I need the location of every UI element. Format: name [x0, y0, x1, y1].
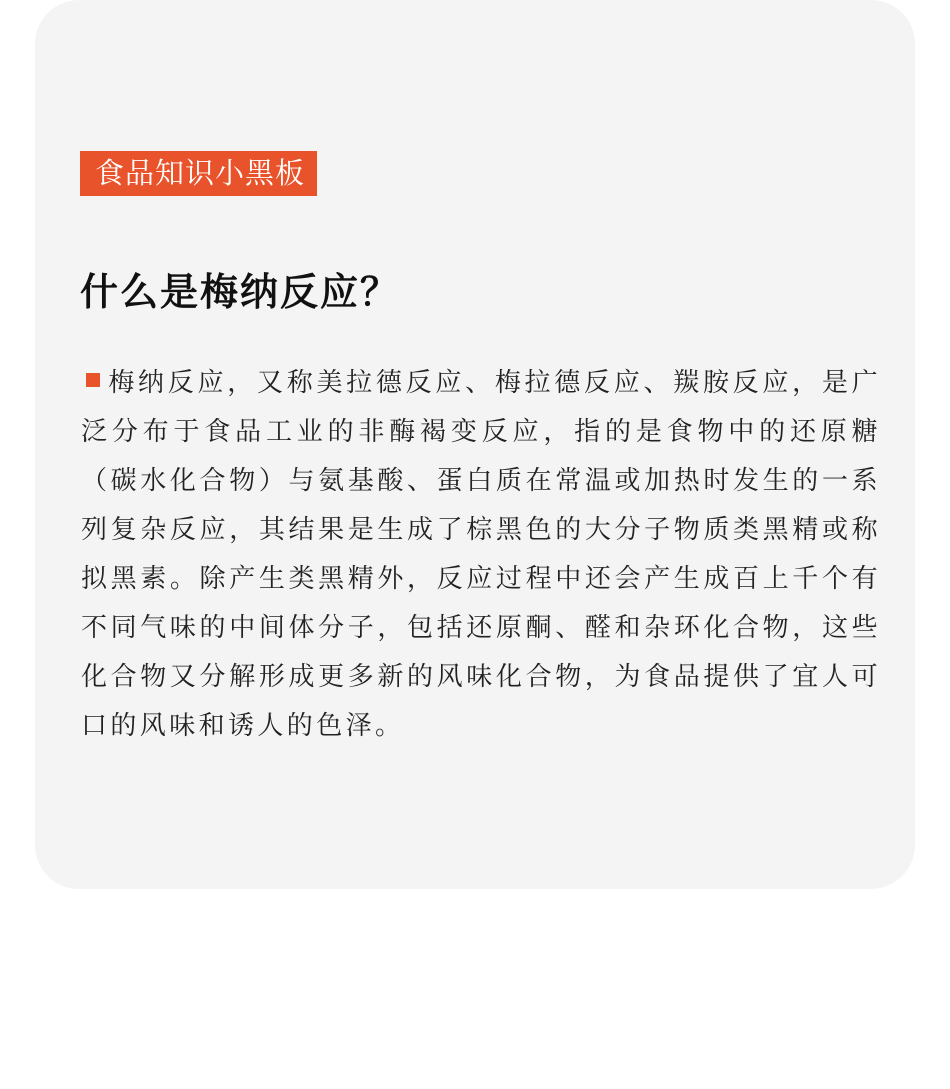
- article-title: 什么是梅纳反应？: [80, 270, 401, 314]
- category-tag: 食品知识小黑板: [80, 151, 317, 196]
- article-paragraph-text: 梅纳反应，又称美拉德反应、梅拉德反应、羰胺反应，是广泛分布于食品工业的非酶褐变反应，指的是食物中的还原糖（碳水化合物）与氨基酸、蛋白质在常温或加热时发生的一系列复杂反应，其结果是生成了棕黑色的大分子物质类黑精或称拟黑素。除产生类黑精外，反应过程中还会产生成百上千个有不同气味的中间体分子，包括还原酮、醛和杂环化合物，这些化合物又分解形成更多新的风味化合物，为食品提供了宜人可口的风味和诱人的色泽。: [81, 368, 881, 741]
- article-paragraph: [81, 359, 881, 751]
- square-bullet-icon: [86, 373, 100, 387]
